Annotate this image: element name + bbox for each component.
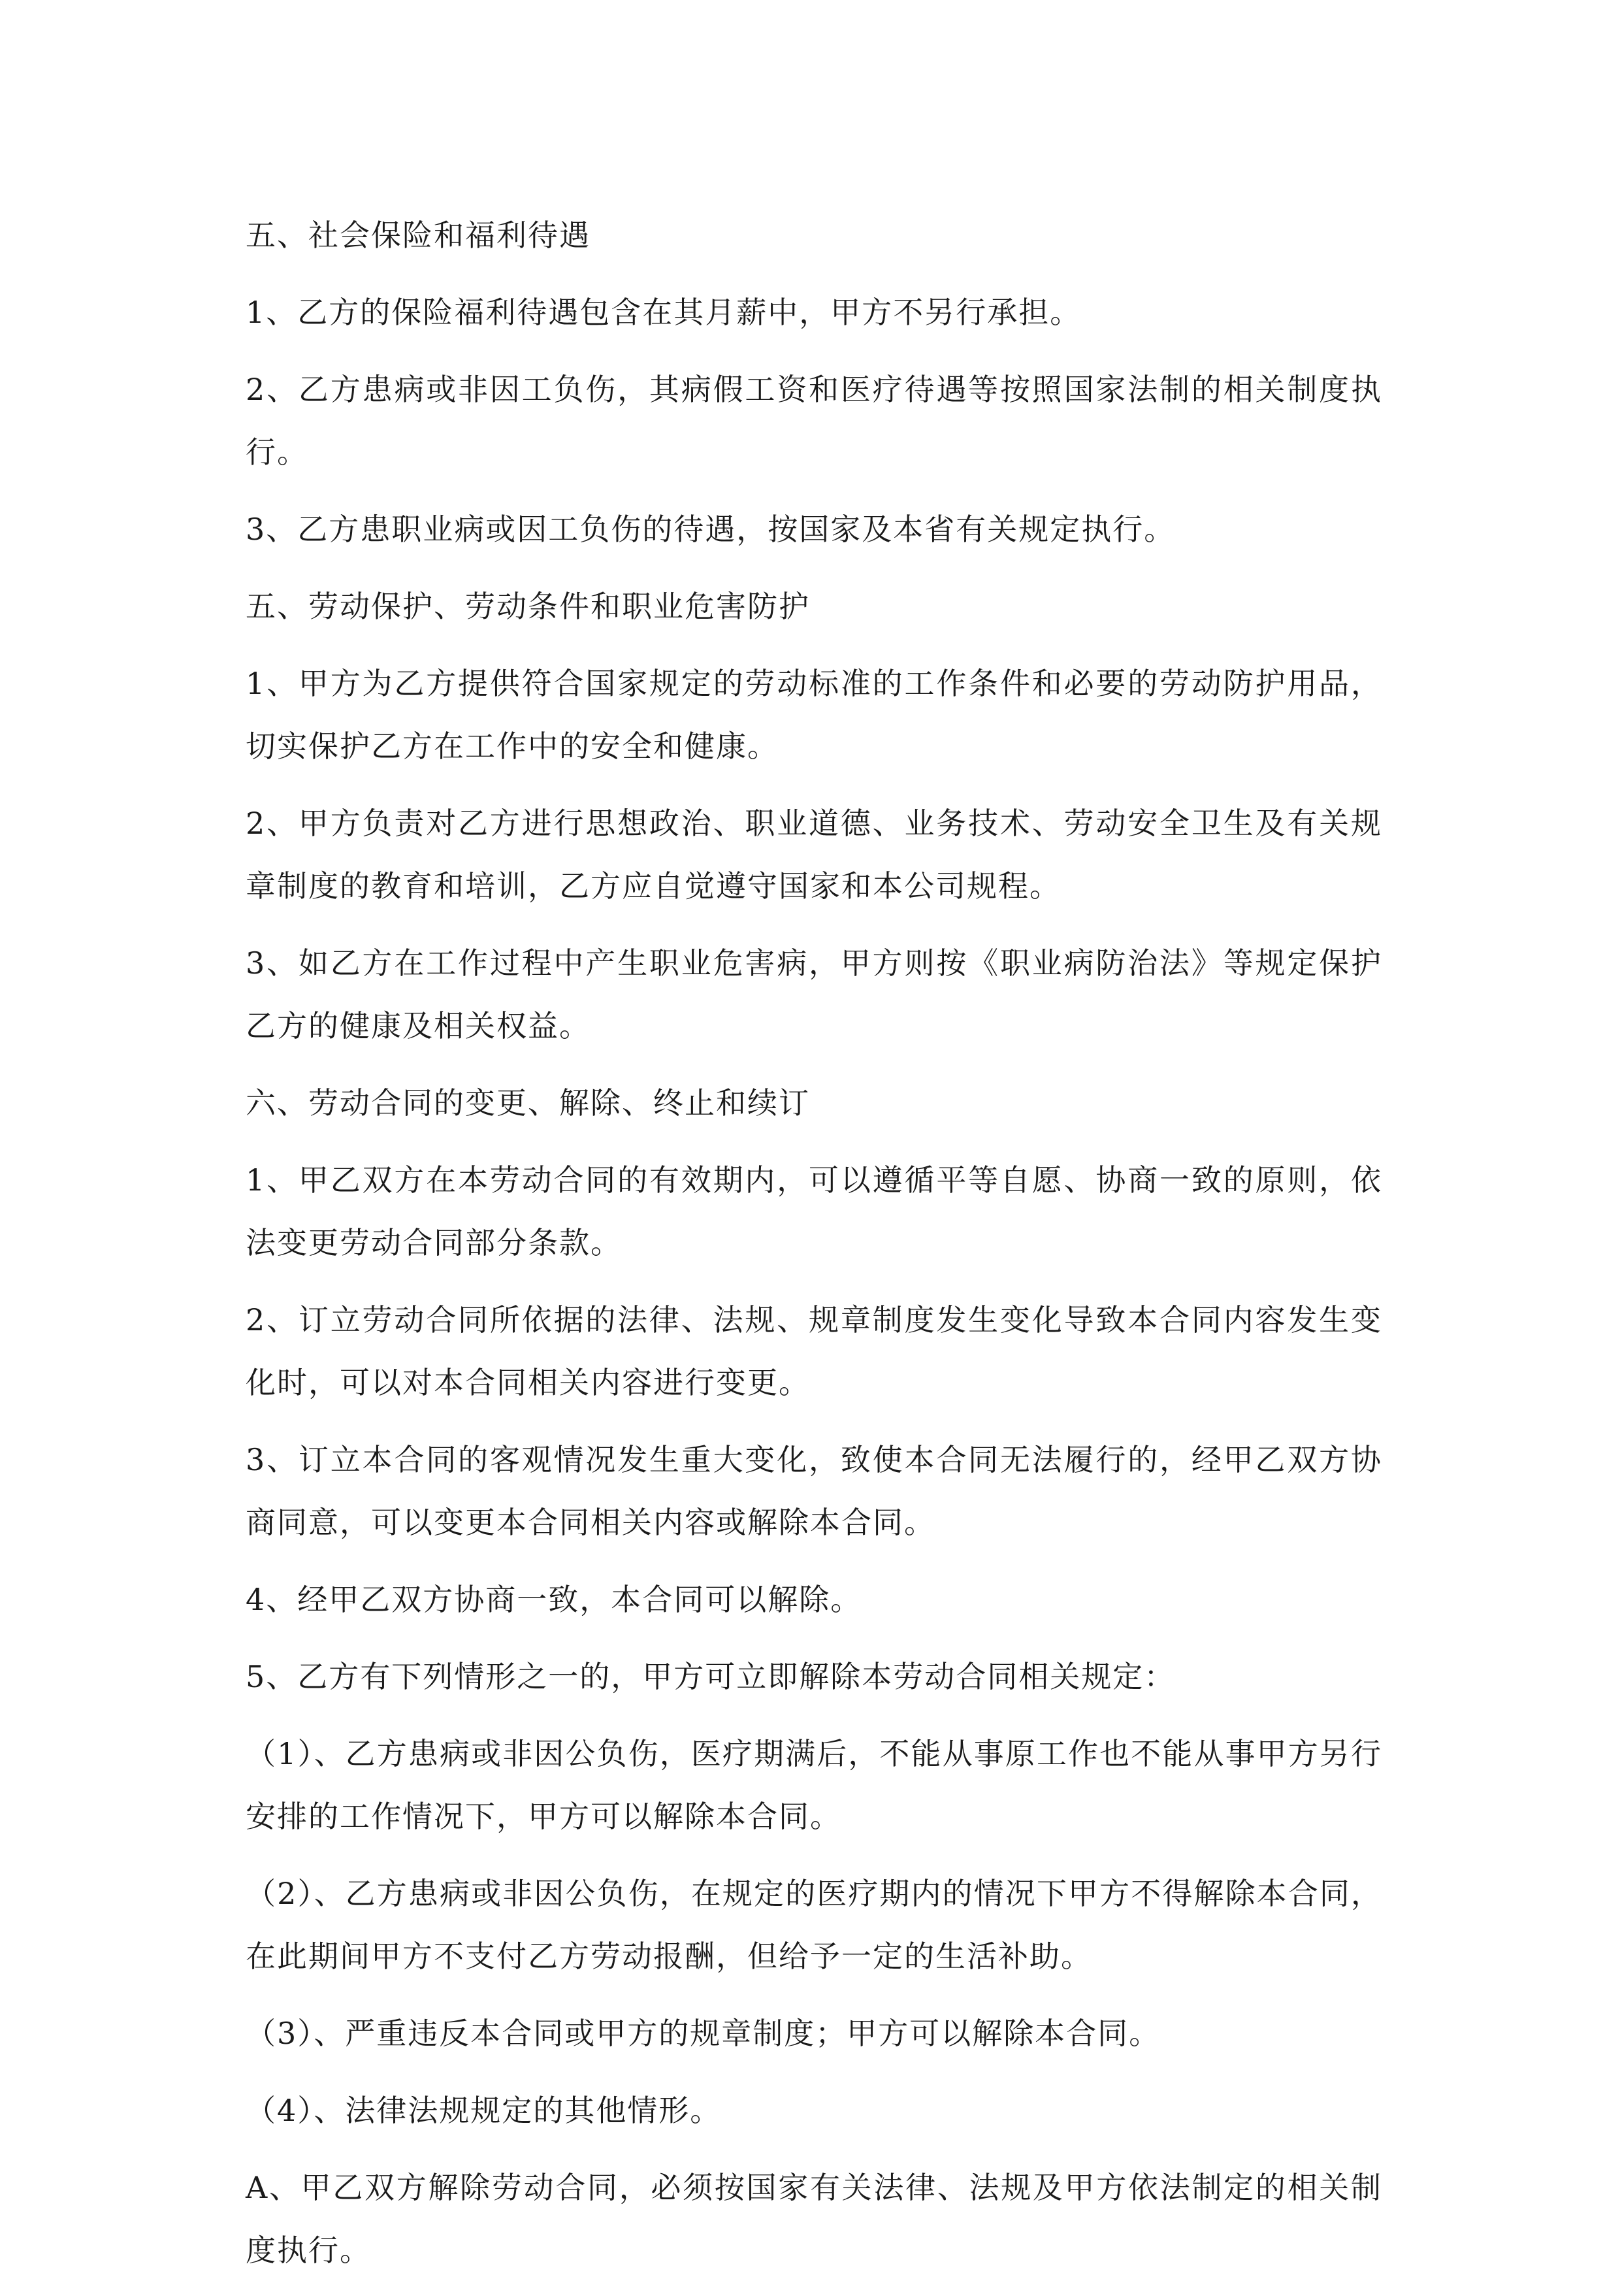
- sub-clause-paragraph: （4）、法律法规规定的其他情形。: [246, 2093, 722, 2128]
- sub-clause-paragraph: （3）、严重违反本合同或甲方的规章制度；甲方可以解除本合同。: [246, 2016, 1161, 2051]
- section-heading-social-insurance: 五、社会保险和福利待遇: [246, 218, 591, 253]
- clause-paragraph: 3、如乙方在工作过程中产生职业危害病，甲方则按《职业病防治法》等规定保护乙方的健康及相关权益。: [246, 945, 1382, 1043]
- clause-paragraph: 1、甲乙双方在本劳动合同的有效期内，可以遵循平等自愿、协商一致的原则，依法变更劳动合同部分条款。: [246, 1162, 1382, 1260]
- clause-paragraph: A、甲乙双方解除劳动合同，必须按国家有关法律、法规及甲方依法制定的相关制度执行。: [246, 2170, 1382, 2268]
- document-body: [246, 204, 1382, 2296]
- clause-paragraph: 3、订立本合同的客观情况发生重大变化，致使本合同无法履行的，经甲乙双方协商同意，可以变更本合同相关内容或解除本合同。: [246, 1442, 1382, 1540]
- section-heading-contract-changes: 六、劳动合同的变更、解除、终止和续订: [246, 1085, 810, 1121]
- sub-clause-paragraph: （1）、乙方患病或非因公负伤，医疗期满后，不能从事原工作也不能从事甲方另行安排的工作情况下，甲方可以解除本合同。: [246, 1736, 1382, 1834]
- clause-paragraph: 3、乙方患职业病或因工负伤的待遇，按国家及本省有关规定执行。: [246, 512, 1176, 547]
- clause-paragraph: 5、乙方有下列情形之一的，甲方可立即解除本劳动合同相关规定：: [246, 1659, 1176, 1694]
- clause-paragraph: 2、乙方患病或非因工负伤，其病假工资和医疗待遇等按照国家法制的相关制度执行。: [246, 372, 1382, 470]
- clause-paragraph: 1、甲方为乙方提供符合国家规定的劳动标准的工作条件和必要的劳动防护用品，切实保护乙方在工作中的安全和健康。: [246, 666, 1382, 764]
- clause-paragraph: 4、经甲乙双方协商一致，本合同可以解除。: [246, 1582, 862, 1617]
- clause-paragraph: 1、乙方的保险福利待遇包含在其月薪中，甲方不另行承担。: [246, 295, 1082, 330]
- section-heading-labor-protection: 五、劳动保护、劳动条件和职业危害防护: [246, 589, 810, 624]
- sub-clause-paragraph: （2）、乙方患病或非因公负伤，在规定的医疗期内的情况下甲方不得解除本合同，在此期间甲方不支付乙方劳动报酬，但给予一定的生活补助。: [246, 1876, 1382, 1974]
- clause-paragraph: 2、订立劳动合同所依据的法律、法规、规章制度发生变化导致本合同内容发生变化时，可以对本合同相关内容进行变更。: [246, 1302, 1382, 1400]
- clause-paragraph: 2、甲方负责对乙方进行思想政治、职业道德、业务技术、劳动安全卫生及有关规章制度的教育和培训，乙方应自觉遵守国家和本公司规程。: [246, 806, 1382, 904]
